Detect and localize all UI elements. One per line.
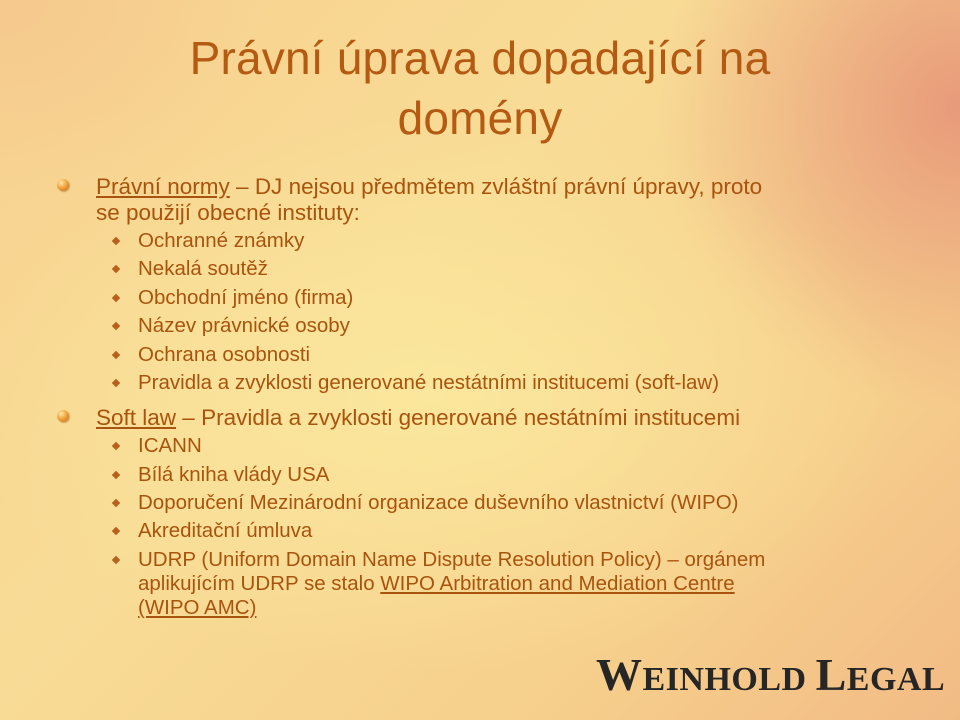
list-item: Pravidla a zvyklosti generované nestátními institucemi (soft-law) <box>138 371 720 394</box>
diamond-bullet-icon <box>112 442 120 450</box>
block-pravni-normy-line-2: se použijí obecné instituty: <box>96 200 360 225</box>
orb-bullet-icon <box>57 179 69 191</box>
orb-bullet-icon <box>57 410 69 422</box>
diamond-bullet-icon <box>112 237 120 245</box>
list-item: Akreditační úmluva <box>138 519 313 542</box>
list-item: Nekalá soutěž <box>138 257 268 280</box>
diamond-bullet-icon <box>112 527 120 535</box>
diamond-bullet-icon <box>112 265 120 273</box>
wipo-centre-link[interactable]: WIPO Arbitration and Mediation Centre <box>380 572 735 595</box>
list-item: Doporučení Mezinárodní organizace duševního vlastnictví (WIPO) <box>138 491 739 514</box>
list-item: Ochranné známky <box>138 229 305 252</box>
list-item: Ochrana osobnosti <box>138 343 311 366</box>
soft-law-link[interactable]: Soft law <box>96 405 177 430</box>
wipo-amc-link[interactable]: (WIPO AMC) <box>138 596 257 619</box>
diamond-bullet-icon <box>112 294 120 302</box>
soft-law-text: – Pravidla a zvyklosti generované nestátními institucemi <box>176 405 741 430</box>
pravni-normy-text: – DJ nejsou předmětem zvláštní právní úpravy, proto <box>229 174 763 199</box>
udrp-line-2 <box>138 572 735 596</box>
udrp-line-2-text: aplikujícím UDRP se stalo <box>138 572 381 595</box>
list-item: Bílá kniha vlády USA <box>138 463 330 486</box>
slide-title-line-2: domény <box>397 92 563 144</box>
diamond-bullet-icon <box>112 499 120 507</box>
block-soft-law-heading <box>96 405 740 431</box>
block-pravni-normy-heading <box>96 174 762 200</box>
udrp-line-1: UDRP (Uniform Domain Name Dispute Resolution Policy) – orgánem <box>138 548 766 571</box>
list-item: ICANN <box>138 434 202 457</box>
diamond-bullet-icon <box>112 556 120 564</box>
list-item: Obchodní jméno (firma) <box>138 286 354 309</box>
slide-title-line-1: Právní úprava dopadající na <box>189 32 771 84</box>
diamond-bullet-icon <box>112 322 120 330</box>
pravni-normy-link[interactable]: Právní normy <box>96 174 230 199</box>
diamond-bullet-icon <box>112 471 120 479</box>
udrp-line-3 <box>138 596 256 620</box>
diamond-bullet-icon <box>112 379 120 387</box>
diamond-bullet-icon <box>112 351 120 359</box>
list-item: Název právnické osoby <box>138 314 350 337</box>
weinhold-legal-logo: WEINHOLD LEGAL <box>596 649 946 700</box>
